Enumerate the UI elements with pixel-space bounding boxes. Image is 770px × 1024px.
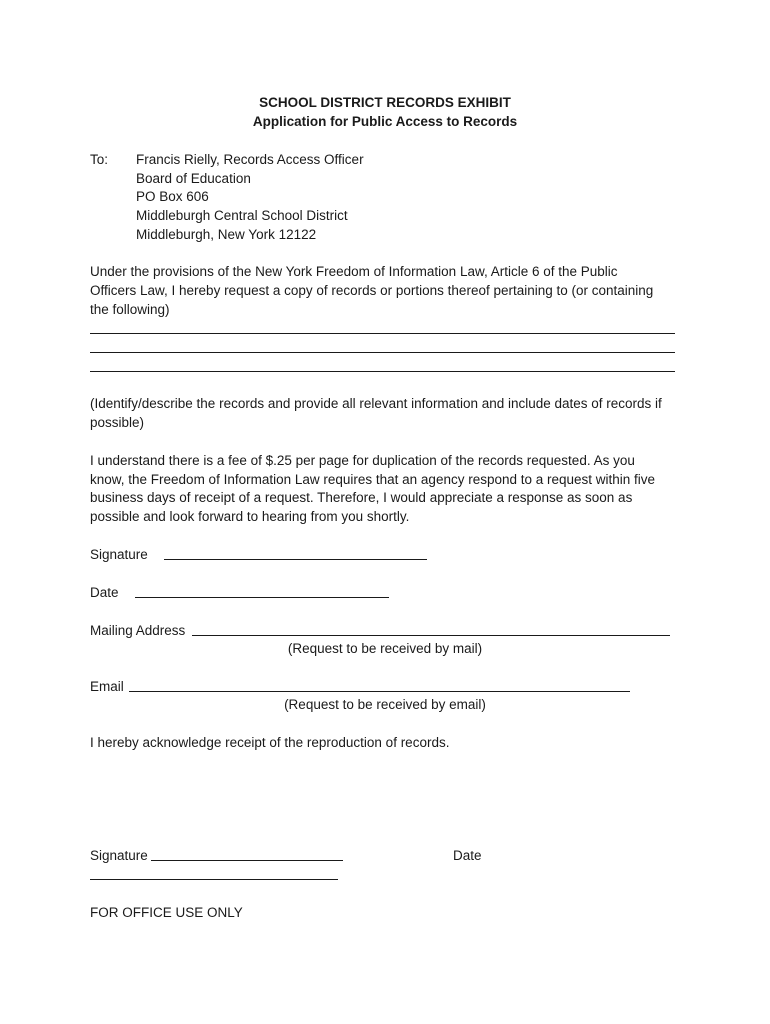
request-intro-line: Under the provisions of the New York Freedom of Information Law, Article 6 of the Public xyxy=(90,264,618,279)
date-line[interactable] xyxy=(135,597,389,598)
records-blank-line[interactable] xyxy=(90,371,675,372)
fee-paragraph-line: business days of receipt of a request. Therefore, I would appreciate a response as soon as xyxy=(90,490,633,505)
fee-paragraph-line: possible and look forward to hearing from you shortly. xyxy=(90,509,410,524)
email-label: Email xyxy=(90,679,124,694)
records-blank-line[interactable] xyxy=(90,333,675,334)
ack-date-line[interactable] xyxy=(90,879,338,880)
form-title: SCHOOL DISTRICT RECORDS EXHIBIT xyxy=(259,95,511,110)
mailing-address-line[interactable] xyxy=(192,635,670,636)
date-label: Date xyxy=(90,585,119,600)
fee-paragraph-line: know, the Freedom of Information Law requires that an agency respond to a request within five xyxy=(90,472,656,487)
email-note: (Request to be received by email) xyxy=(284,697,486,712)
mailing-address-label: Mailing Address xyxy=(90,623,186,638)
form-subtitle: Application for Public Access to Records xyxy=(252,114,518,129)
identify-instruction: (Identify/describe the records and provide all relevant information and include dates of records if xyxy=(90,396,662,411)
mailing-note: (Request to be received by mail) xyxy=(287,641,483,656)
recipient-line: Middleburgh, New York 12122 xyxy=(136,227,317,242)
ack-signature-label: Signature xyxy=(90,848,148,863)
office-use-label: FOR OFFICE USE ONLY xyxy=(90,905,243,920)
request-intro-line: Officers Law, I hereby request a copy of records or portions thereof pertaining to (or containing xyxy=(90,283,654,298)
recipient-line: Middleburgh Central School District xyxy=(136,208,348,223)
to-label: To: xyxy=(90,152,109,167)
acknowledgement-text: I hereby acknowledge receipt of the reproduction of records. xyxy=(90,735,450,750)
signature-label: Signature xyxy=(90,547,148,562)
ack-signature-line[interactable] xyxy=(151,860,343,861)
records-blank-line[interactable] xyxy=(90,352,675,353)
ack-date-label: Date xyxy=(453,848,482,863)
recipient-line: Board of Education xyxy=(136,171,251,186)
recipient-line: PO Box 606 xyxy=(136,189,209,204)
signature-line[interactable] xyxy=(164,559,427,560)
identify-instruction: possible) xyxy=(90,415,145,430)
fee-paragraph-line: I understand there is a fee of $.25 per page for duplication of the records requested. As you xyxy=(90,453,635,468)
request-intro-line: the following) xyxy=(90,302,170,317)
recipient-line: Francis Rielly, Records Access Officer xyxy=(136,152,364,167)
email-line[interactable] xyxy=(129,691,630,692)
